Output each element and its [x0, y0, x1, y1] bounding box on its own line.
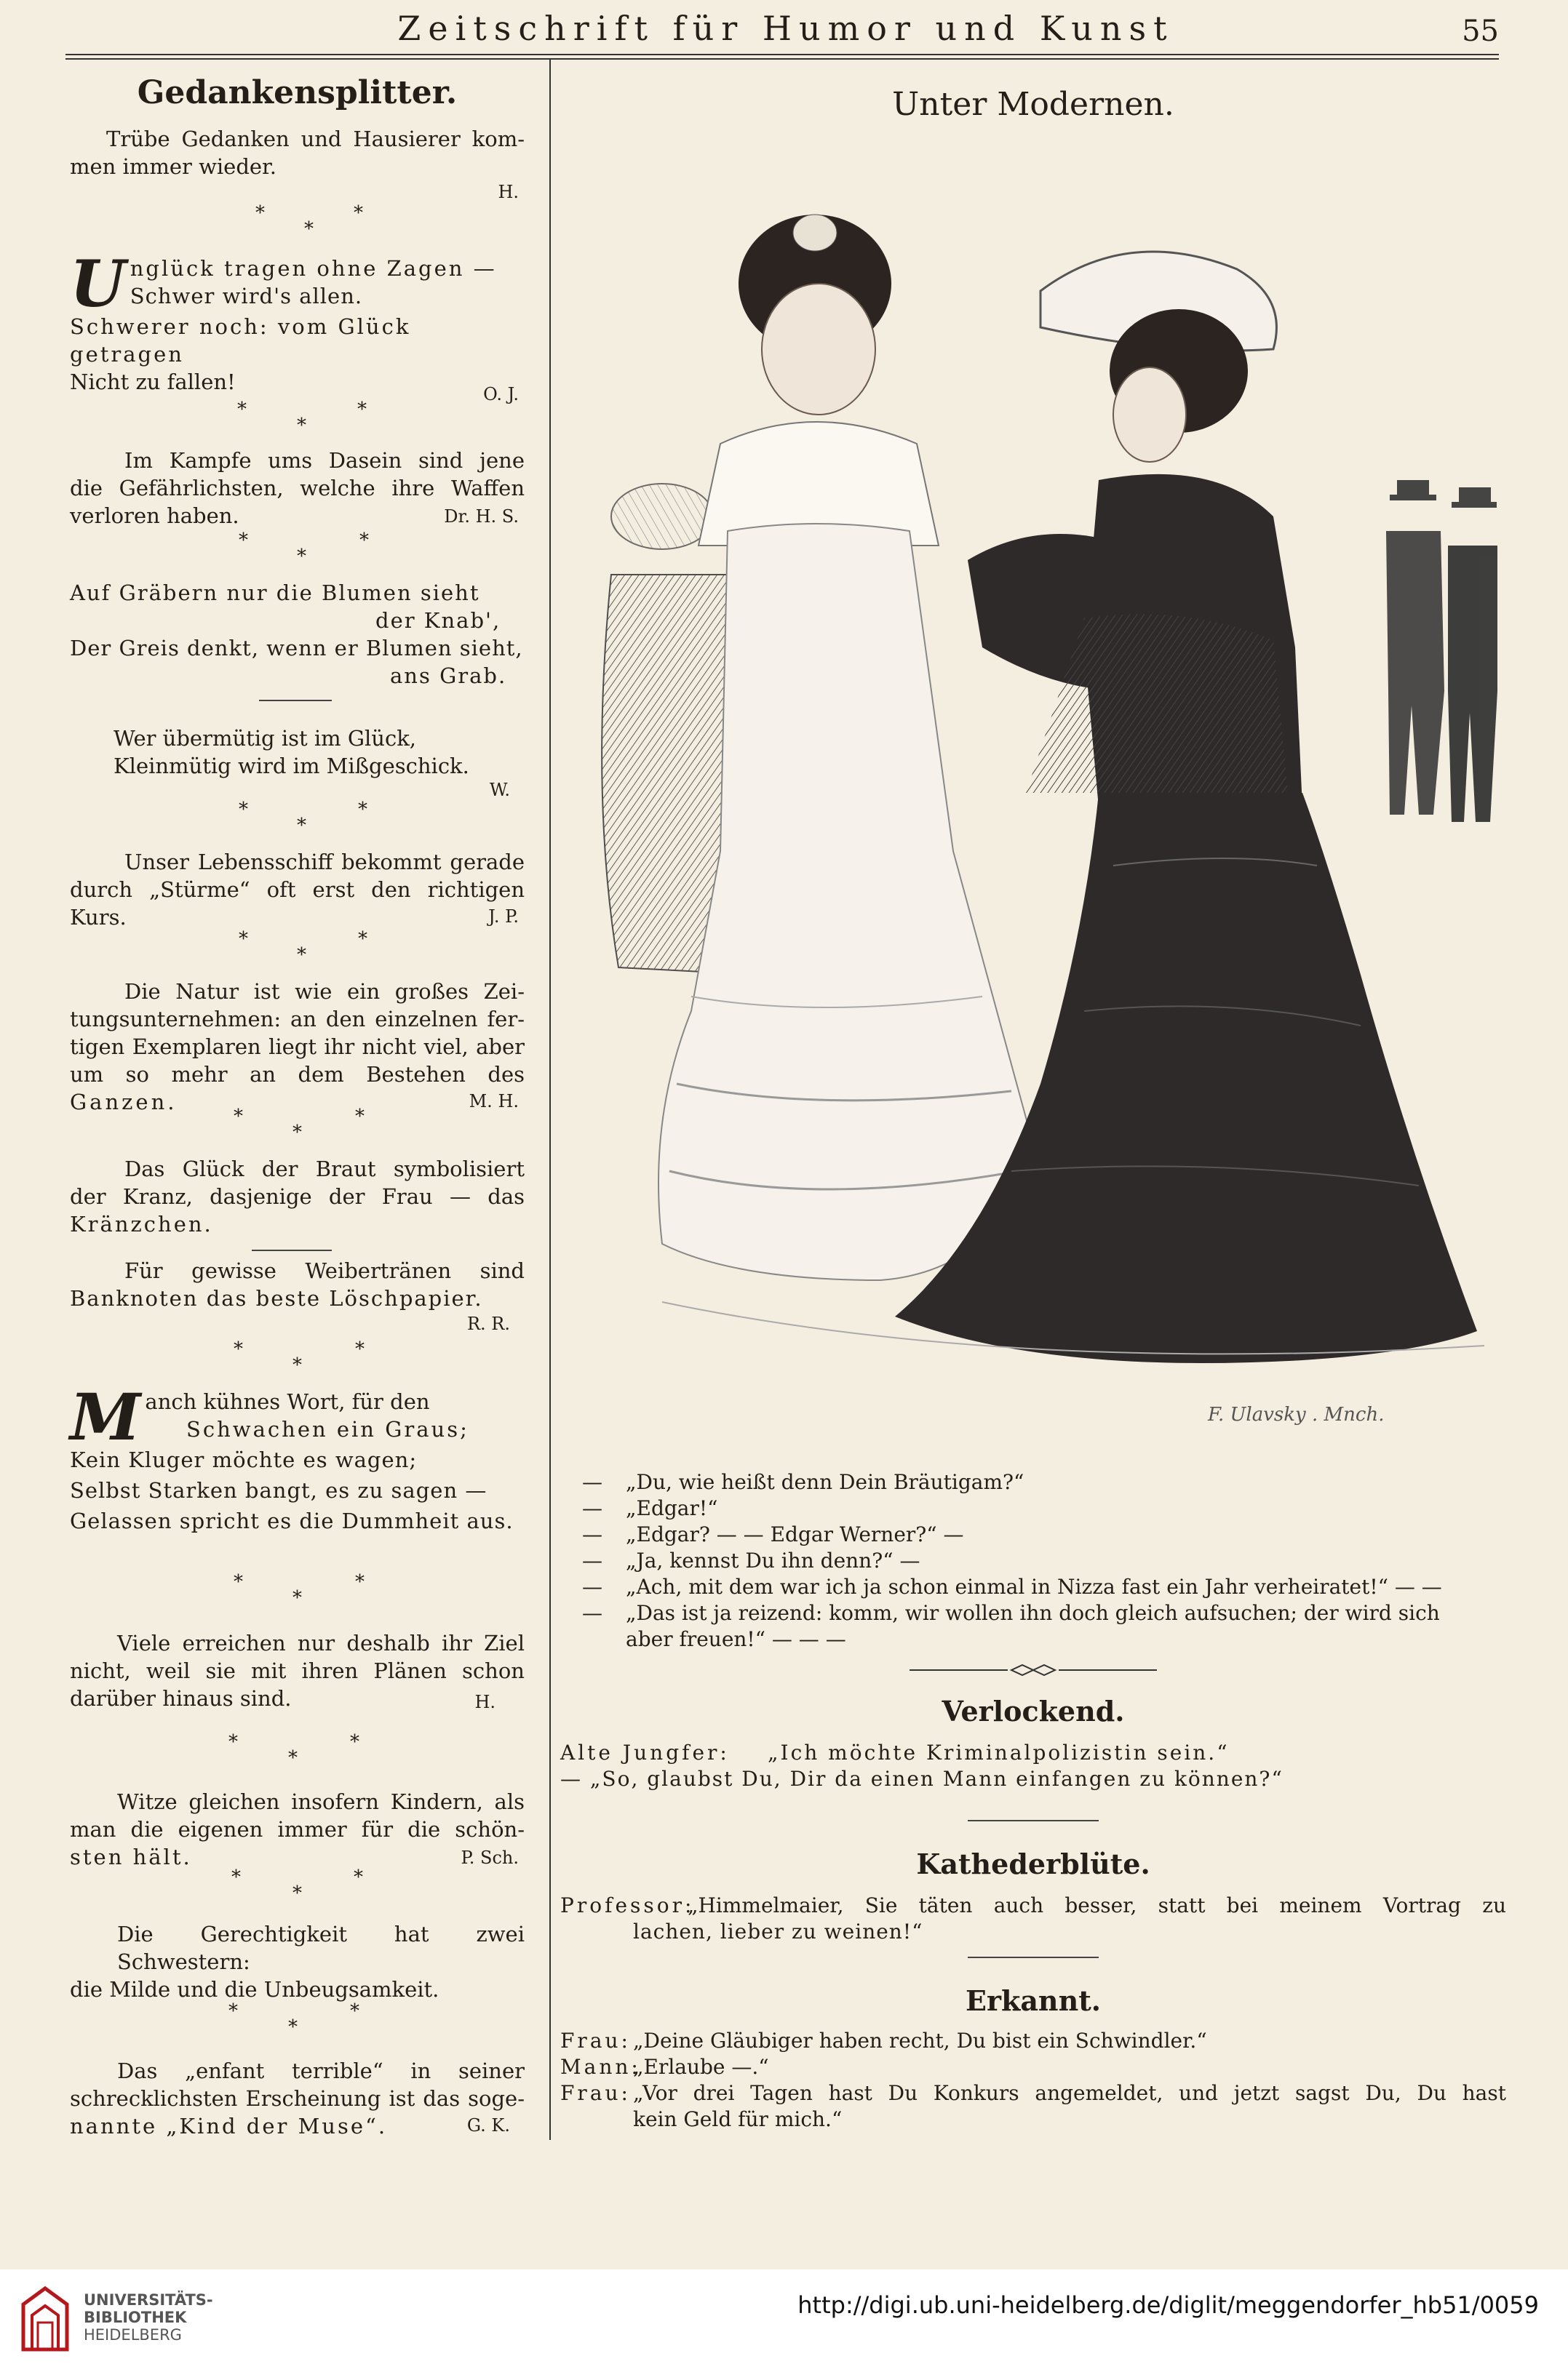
section-title-erkannt: Erkannt.	[966, 1984, 1101, 2017]
text-line: anch kühnes Wort, für den	[145, 1389, 430, 1414]
aphorism-gerechtigkeit	[70, 1920, 525, 2003]
speech-text: lachen, lieber zu weinen!“	[633, 1920, 923, 1944]
text-line: Kurs.	[70, 905, 127, 930]
text-line: Auf Gräbern nur die Blumen sieht	[70, 580, 480, 605]
illustration-two-ladies	[575, 138, 1499, 1491]
page-paper: Zeitschrift für Humor und Kunst 55 Gedankensplitter. Trübe Gedanken und Hausierer kom- men immer wieder. H. * * * U nglück tragen ohne Zagen — Schwer wird's allen. Schwerer noch: vom Glück getragen Nicht zu fallen! O. J. * * * Im Kampfe ums Dasein sind jene die Gefährlichsten, welche ihre Waffen verloren haben. Dr. H. S. * * * Auf Gräbern nur die Blumen sieht der Knab', Der Greis denkt, wenn er Blumen sieht, ans Grab. Wer übermütig ist im Glück, Kleinmütig wird im Mißgeschick. W. * * * Unser Lebensschiff bekommt gerade durch „Stürme“ oft erst den richtigen Kurs. J. P. * * * Die Natur ist wie ein großes Zei- tungsunternehmen: an den einzelnen fer- tigen Exemplaren liegt ihr nicht viel, aber um so mehr an dem Bestehen des Ganzen. M. H. * * * Das Glück der Braut symbolisiert der Kranz, dasjenige der Frau — das Kränzchen. Für gewisse Weibertränen sind Banknoten das beste Löschpapier. R. R. * * * M anch kühnes Wort, für den Schwachen ein Graus; Kein Kluger möchte es wagen; Selbst Starken bangt, es zu sagen — Gelassen spricht es die Dummheit aus. * * * Viele erreichen nur deshalb ihr Ziel nicht, weil sie mit ihren Plänen schon darüber hinaus sind. H. * * * Witze gleichen insofern Kindern, als man die eigenen immer für die schön- sten hält. P. Sch. * * * Die Gerechtigkeit hat zwei Schwestern: die Milde und die Unbeugsamkeit. * * * Das „enfant terrible“ in seiner schrecklichsten Erscheinung ist das soge- nannte „Kind der Muse“. G. K. Unter Modernen. F. Ulavsky . Mnch. — „Du, wie heißt denn Dein Bräutigam?“ — „Edgar!“ — „Edgar? — — Edgar Werner?“ — — „Ja, kennst Du ihn denn?“ — — „Ach, mit dem war ich ja schon einmal in Nizza fast ein Jahr verheiratet!“ — — — „Das ist ja reizend: komm, wir wollen ihn doch gleich aufsuchen; der wird sich aber freuen!“ — — — Verlockend. Alte Jungfer: „Ich möchte Kriminalpolizistin sein.“ — „So, glaubst Du, Dir da einen Mann einfangen zu können?“ Kathederblüte. Professor: „Himmelmaier, Sie täten auch besser, statt bei meinem Vortrag zu lachen, lieber zu weinen!“ Erkannt. Frau: „Deine Gläubiger haben recht, Du bist ein Schwindler.“ Mann: „Erlaube —.“ Frau: „Vor drei Tagen hast Du Konkurs angemeldet, und jetzt sagst Du, Du hast kein Geld für mich.“	[0, 0, 1568, 2269]
text-line: die Gefährlichsten, welche ihre Waffen	[70, 476, 525, 500]
speaker-name: Mann:	[560, 2055, 641, 2079]
speaker-name: Alte Jungfer:	[560, 1741, 730, 1765]
aphorism-enfant-terrible	[70, 2057, 525, 2140]
signature-7: R. R.	[466, 1314, 510, 1334]
text-line: tungsunternehmen: an den einzelnen fer-	[70, 1007, 525, 1031]
text-line: der Knab',	[375, 608, 501, 633]
section-title-gedankensplitter: Gedankensplitter.	[137, 74, 458, 111]
text-line: darüber hinaus sind.	[70, 1686, 292, 1711]
speaker-name: Professor:	[560, 1893, 695, 1917]
text-line: Unser Lebensschiff bekommt gerade	[124, 850, 525, 874]
aphorism-weibertraenen	[70, 1257, 525, 1312]
initial-letter: U	[70, 246, 126, 322]
running-head	[73, 9, 1499, 49]
illustration-title: Unter Modernen.	[892, 86, 1174, 123]
text-line: Gelassen spricht es die Dummheit aus.	[70, 1509, 514, 1533]
text-line: Das „enfant terrible“ in seiner	[117, 2058, 525, 2083]
verse-kuehnes-wort	[70, 1379, 525, 1535]
aphorism-natur	[70, 978, 525, 1116]
signature-8: H.	[474, 1692, 496, 1712]
speech-text: „Erlaube —.“	[633, 2055, 769, 2079]
aphorism-glueck-braut	[70, 1155, 525, 1238]
text-line: Schwerer noch: vom Glück getragen	[70, 314, 411, 367]
source-url-link[interactable]: http://digi.ub.uni-heidelberg.de/diglit/meggendorfer_hb51/0059	[797, 2291, 1539, 2319]
background-gentlemen	[1386, 480, 1497, 822]
signature-1: H.	[498, 182, 519, 202]
text-line: Wer übermütig ist im Glück,	[114, 726, 417, 751]
signature-6: M. H.	[469, 1091, 519, 1111]
speech-text: „Himmelmaier, Sie täten auch besser, statt bei meinem Vortrag zu	[688, 1893, 1506, 1917]
star-divider: * * *	[228, 2000, 359, 2038]
artist-signature: F. Ulavsky . Mnch.	[1208, 1404, 1385, 1426]
section-title-verlockend: Verlockend.	[942, 1695, 1125, 1728]
text-line: Selbst Starken bangt, es zu sagen —	[70, 1478, 487, 1503]
text-line: men immer wieder.	[70, 154, 276, 179]
signature-4: W.	[489, 780, 510, 800]
star-divider: * * *	[239, 928, 367, 966]
text-line: tigen Exemplaren liegt ihr nicht viel, aber	[70, 1034, 525, 1059]
aphorism-1	[70, 125, 525, 180]
text-line: Witze gleichen insofern Kindern, als	[117, 1789, 525, 1814]
text-line: verloren haben.	[70, 503, 239, 528]
column-rule	[549, 60, 551, 2140]
divider-rule	[252, 1250, 332, 1251]
text-line: Die Gerechtigkeit hat zwei Schwestern:	[117, 1922, 525, 1974]
text-line: ans Grab.	[390, 663, 507, 688]
library-logo-icon	[16, 2283, 74, 2355]
text-line: Der Greis denkt, wenn er Blumen sieht,	[70, 636, 523, 660]
text-line: Trübe Gedanken und Hausierer kom-	[106, 127, 525, 151]
signature-5: J. P.	[488, 906, 519, 927]
text-line: Schwer wird's allen.	[130, 284, 363, 308]
text-line: Die Natur ist wie ein großes Zei-	[124, 979, 525, 1004]
speech-text: „Deine Gläubiger haben recht, Du bist ein Schwindler.“	[633, 2029, 1207, 2053]
text-line: nglück tragen ohne Zagen —	[130, 256, 497, 281]
text-line: man die eigenen immer für die schön-	[70, 1817, 525, 1842]
speech-text: — „So, glaubst Du, Dir da einen Mann einfangen zu können?“	[560, 1767, 1284, 1791]
speech-text: „Ich möchte Kriminalpolizistin sein.“	[768, 1741, 1230, 1765]
text-line: um so mehr an dem Bestehen des	[70, 1062, 525, 1087]
star-divider: * * *	[228, 1731, 359, 1769]
speech-text: kein Geld für mich.“	[633, 2107, 843, 2131]
speaker-name: Frau:	[560, 2029, 631, 2053]
aphorism-ziel	[70, 1629, 525, 1712]
divider-rule	[968, 1820, 1099, 1821]
running-title: Zeitschrift für Humor und Kunst	[397, 9, 1174, 48]
verse-uebermuetig	[70, 724, 525, 780]
star-divider: * * *	[239, 799, 367, 836]
star-divider: * * *	[234, 1106, 365, 1143]
text-line: Ganzen.	[70, 1090, 178, 1114]
aphorism-lebensschiff	[70, 848, 525, 931]
section-title-kathederbluete: Kathederblüte.	[916, 1848, 1150, 1880]
star-divider: * * *	[255, 202, 363, 240]
signature-9: P. Sch.	[461, 1848, 519, 1868]
text-line: der Kranz, dasjenige der Frau — das	[70, 1184, 525, 1209]
text-line: Kein Kluger möchte es wagen;	[70, 1447, 418, 1472]
text-line: Kränzchen.	[70, 1212, 213, 1237]
text-line: die Milde und die Unbeugsamkeit.	[70, 1977, 439, 2002]
ornament-divider	[910, 1663, 1157, 1677]
signature-2: O. J.	[483, 384, 519, 404]
text-line: Kleinmütig wird im Mißgeschick.	[114, 754, 469, 778]
divider-rule	[259, 700, 332, 701]
head-rule-top	[65, 54, 1499, 55]
text-line: nannte „Kind der Muse“.	[70, 2114, 388, 2139]
initial-letter: M	[70, 1379, 141, 1455]
signature-3: Dr. H. S.	[444, 506, 519, 527]
speech-text: „Vor drei Tagen hast Du Konkurs angemeldet, und jetzt sagst Du, Du hast	[633, 2081, 1506, 2105]
text-line: Das Glück der Braut symbolisiert	[124, 1157, 525, 1181]
star-divider: * * *	[239, 530, 369, 567]
text-line: Viele erreichen nur deshalb ihr Ziel	[117, 1631, 525, 1656]
text-line: Banknoten das beste Löschpapier.	[70, 1286, 483, 1311]
text-line: Schwachen ein Graus;	[186, 1417, 469, 1442]
speaker-name: Frau:	[560, 2081, 631, 2105]
text-line: sten hält.	[70, 1845, 192, 1869]
aphorism-witze	[70, 1788, 525, 1871]
star-divider: * * *	[237, 399, 367, 436]
text-line: durch „Stürme“ oft erst den richtigen	[70, 877, 525, 902]
head-rule-bottom	[65, 58, 1499, 60]
verse-graebern	[70, 579, 525, 690]
text-line: schrecklichsten Erscheinung ist das soge-	[70, 2086, 525, 2111]
signature-10: G. K.	[466, 2115, 510, 2136]
verse-unglueck	[70, 246, 525, 396]
text-line: nicht, weil sie mit ihren Plänen schon	[70, 1658, 525, 1683]
star-divider: * * *	[234, 1571, 365, 1609]
page-number: 55	[1462, 15, 1499, 48]
divider-rule	[968, 1957, 1099, 1958]
library-name: UNIVERSITÄTS- BIBLIOTHEK HEIDELBERG	[84, 2291, 213, 2344]
star-divider: * * *	[231, 1866, 363, 1904]
text-line: Für gewisse Weibertränen sind	[124, 1258, 525, 1283]
text-line: Nicht zu fallen!	[70, 370, 236, 394]
text-line: Im Kampfe ums Dasein sind jene	[124, 448, 525, 473]
star-divider: * * *	[234, 1338, 365, 1376]
footer-bar	[0, 2269, 1568, 2380]
